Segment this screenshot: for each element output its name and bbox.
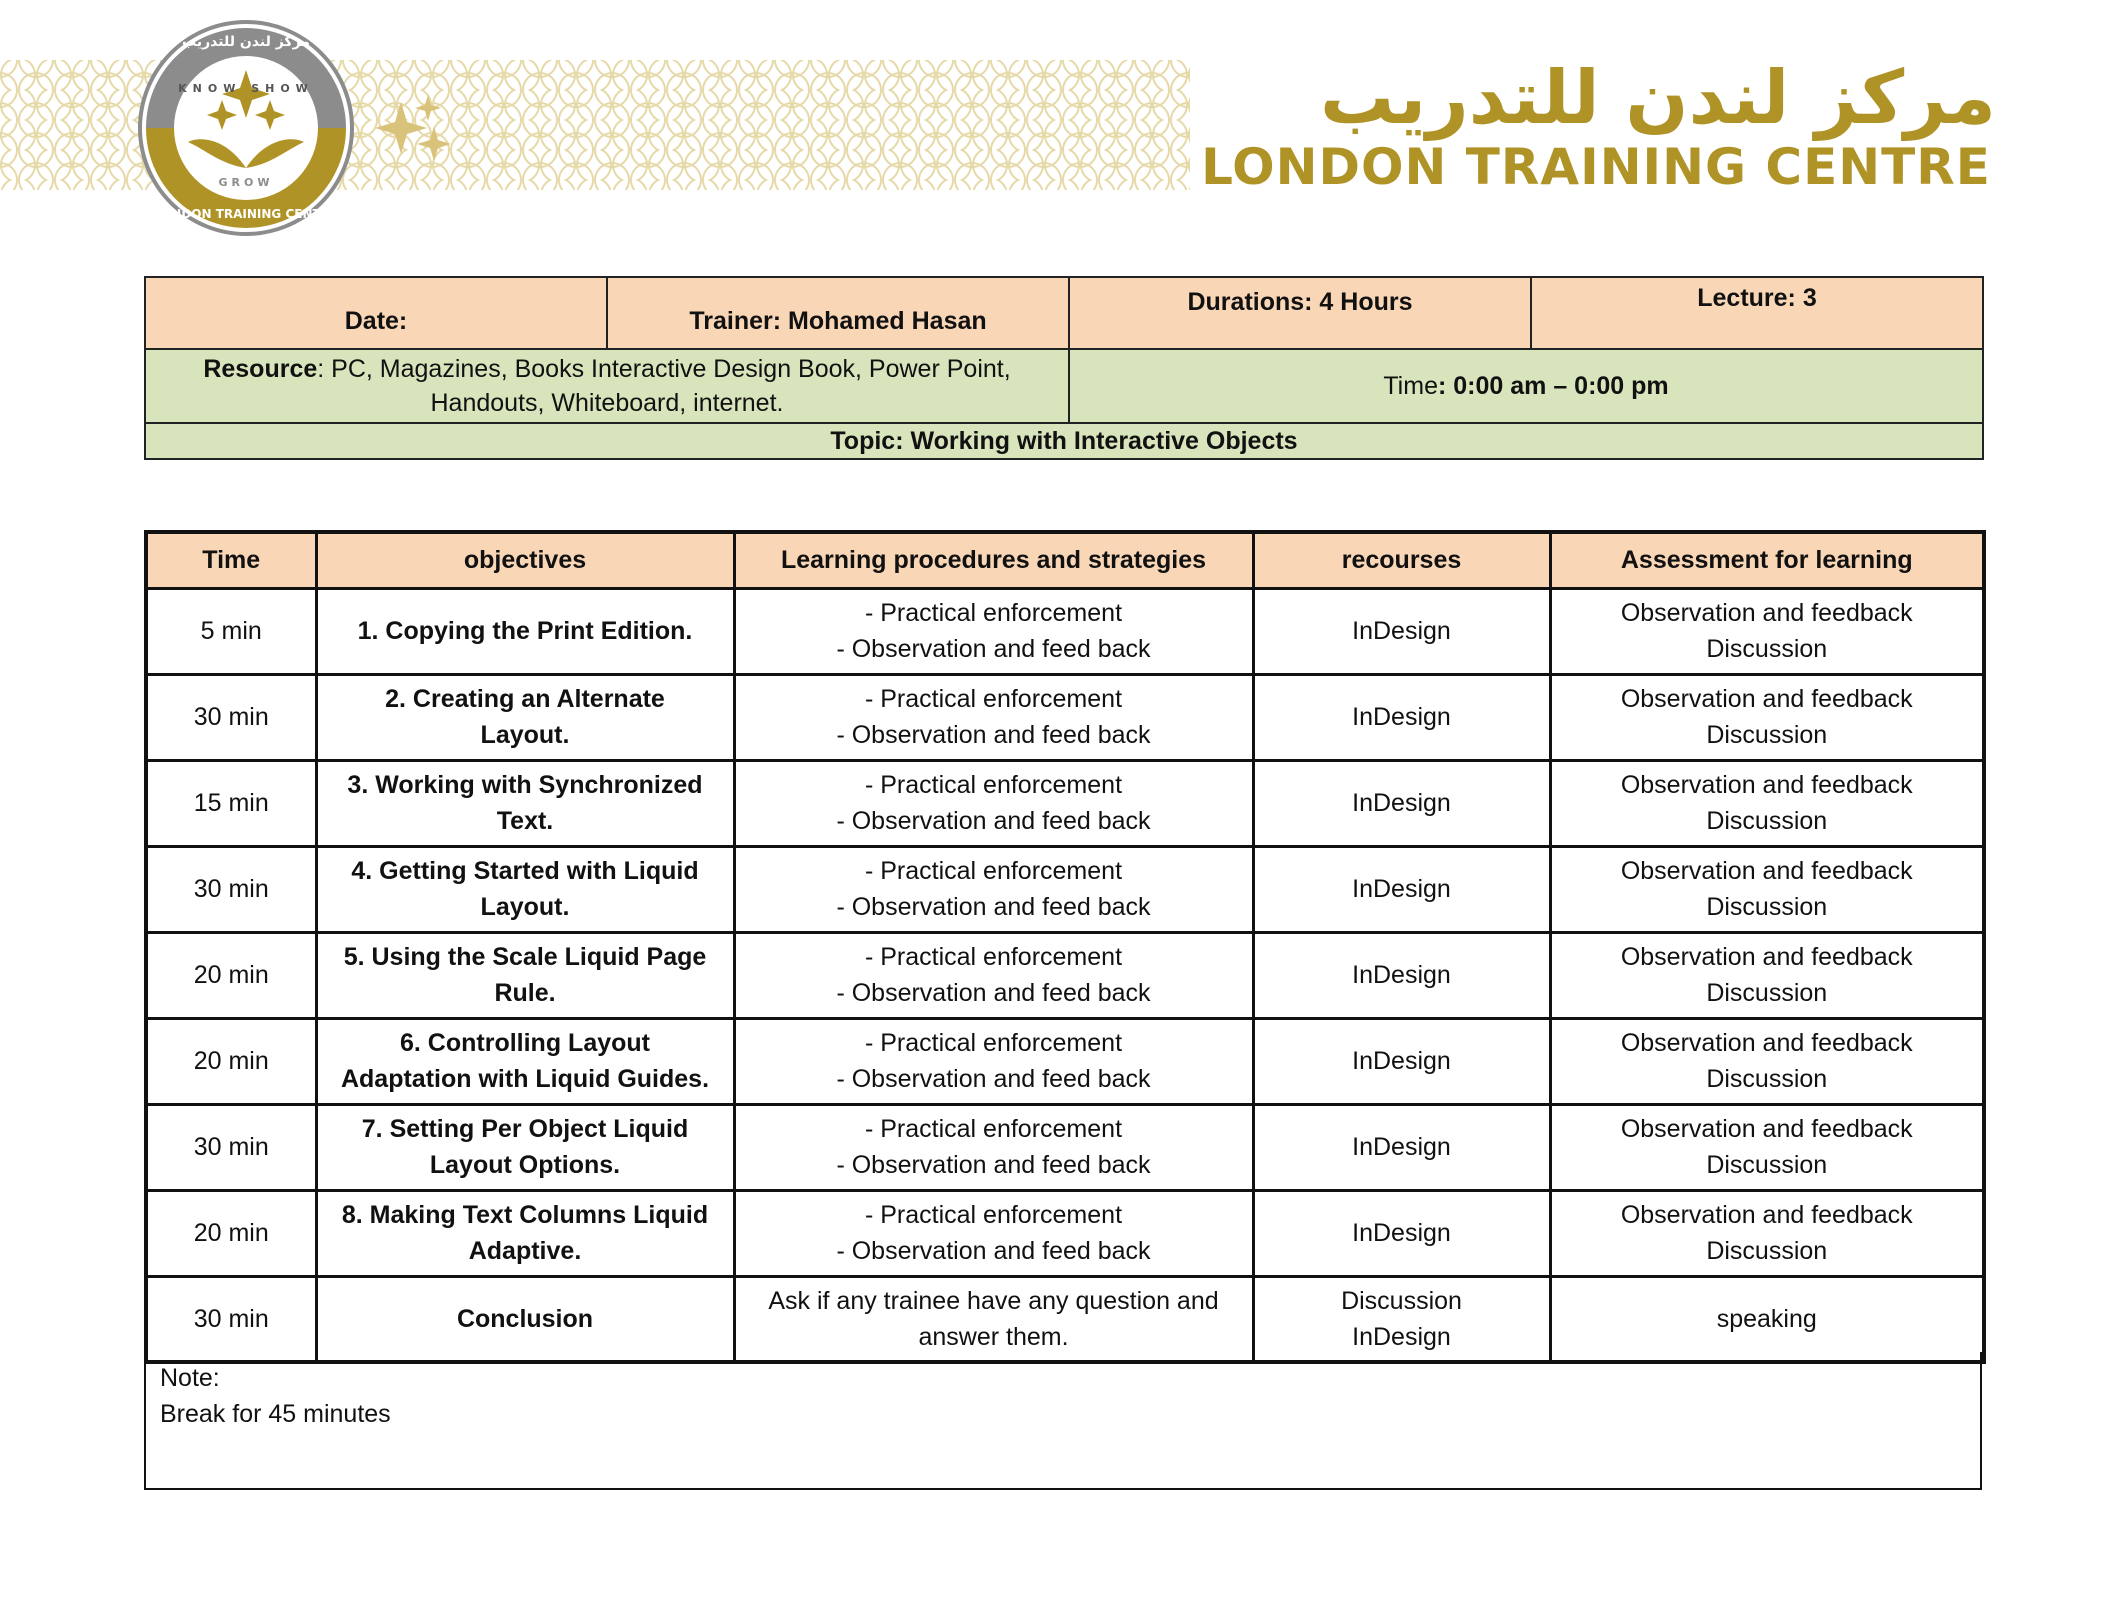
table-row	[146, 1104, 1984, 1190]
header-procedures: Learning procedures and strategies	[734, 532, 1253, 588]
procedures-cell-line: - Practical enforcement	[864, 771, 1123, 799]
assessment-cell-line: Discussion	[1706, 1151, 1828, 1179]
time-cell: 20 min	[146, 1018, 316, 1104]
assessment-cell-line: Observation and feedback	[1620, 685, 1913, 713]
procedures-cell-line: - Observation and feed back	[836, 1151, 1151, 1179]
assessment-cell-line: Observation and feedback	[1620, 1029, 1913, 1057]
procedures-cell	[734, 1104, 1253, 1190]
brand-english: LONDON TRAINING CENTRE	[1201, 138, 1991, 196]
assessment-cell	[1550, 760, 1984, 846]
assessment-cell-line: Observation and feedback	[1620, 857, 1913, 885]
procedures-cell-line: Ask if any trainee have any question and	[768, 1286, 1219, 1315]
assessment-cell	[1550, 932, 1984, 1018]
assessment-cell-line: Observation and feedback	[1620, 1115, 1913, 1143]
procedures-cell-line: - Practical enforcement	[864, 599, 1123, 627]
procedures-cell	[734, 846, 1253, 932]
resources-cell	[1253, 1190, 1550, 1276]
assessment-cell-line: Observation and feedback	[1620, 599, 1913, 627]
header-resources: recourses	[1253, 532, 1550, 588]
plan-body	[146, 588, 1984, 1362]
objective-cell-line: 5. Using the Scale Liquid Page	[343, 943, 707, 971]
objective-cell-line: Adaptation with Liquid Guides.	[340, 1065, 710, 1093]
assessment-cell	[1550, 846, 1984, 932]
resources-cell	[1253, 588, 1550, 674]
procedures-cell	[734, 1018, 1253, 1104]
resources-cell	[1253, 932, 1550, 1018]
assessment-cell-line: Discussion	[1706, 635, 1828, 663]
time-value: : 0:00 am – 0:00 pm	[1437, 371, 1669, 400]
resources-cell-line: InDesign	[1352, 1322, 1451, 1351]
resources-cell-line: InDesign	[1352, 875, 1451, 903]
resource-sep: :	[317, 355, 332, 383]
objective-cell-line: Text.	[496, 807, 554, 835]
time-cell: 30 min	[146, 1276, 316, 1362]
procedures-cell-line: - Observation and feed back	[836, 807, 1151, 835]
resource-value-2: Handouts, Whiteboard, internet.	[430, 389, 784, 417]
logo-ring-middle: GROW	[218, 176, 274, 189]
procedures-cell-line: - Practical enforcement	[864, 1029, 1123, 1057]
note-label: Note:	[160, 1364, 220, 1392]
resources-cell-line: Discussion	[1341, 1286, 1462, 1315]
assessment-cell	[1550, 588, 1984, 674]
procedures-cell	[734, 588, 1253, 674]
procedures-cell-line: - Observation and feed back	[836, 1237, 1151, 1265]
assessment-cell-line: Discussion	[1706, 893, 1828, 921]
time-label: Time	[1383, 371, 1438, 400]
table-row	[146, 932, 1984, 1018]
assessment-cell	[1550, 1104, 1984, 1190]
resources-cell-line: InDesign	[1352, 961, 1451, 989]
procedures-cell-line: answer them.	[918, 1322, 1069, 1351]
assessment-cell-line: Discussion	[1706, 1065, 1828, 1093]
plan-header-row	[146, 532, 1984, 588]
objective-cell	[316, 588, 734, 674]
resources-cell-line: InDesign	[1352, 1219, 1451, 1247]
resources-cell-line: InDesign	[1352, 1133, 1451, 1161]
objective-cell-line: 8. Making Text Columns Liquid	[341, 1201, 709, 1229]
header-time: Time	[146, 532, 316, 588]
objective-cell-line: Rule.	[494, 979, 556, 1007]
assessment-cell	[1550, 674, 1984, 760]
note-box	[144, 1352, 1982, 1490]
logo-ring-bottom: LONDON TRAINING CENTRE	[153, 207, 339, 221]
objective-cell	[316, 1190, 734, 1276]
procedures-cell-line: - Practical enforcement	[864, 1201, 1123, 1229]
assessment-cell	[1550, 1018, 1984, 1104]
trainer-cell: Trainer: Mohamed Hasan	[607, 277, 1069, 349]
objective-cell	[316, 1018, 734, 1104]
lecture-cell: Lecture: 3	[1531, 277, 1983, 349]
objective-cell-line: 6. Controlling Layout	[400, 1029, 650, 1057]
objective-cell-line: Layout Options.	[429, 1151, 621, 1179]
objective-cell-line: Layout.	[480, 721, 570, 749]
objective-cell	[316, 674, 734, 760]
header-assessment: Assessment for learning	[1550, 532, 1984, 588]
assessment-cell	[1550, 1276, 1984, 1362]
assessment-cell-line: Discussion	[1706, 721, 1828, 749]
procedures-cell	[734, 932, 1253, 1018]
objective-cell-line: Adaptive.	[468, 1237, 582, 1265]
date-cell: Date:	[145, 277, 607, 349]
objective-cell	[316, 1104, 734, 1190]
procedures-cell-line: - Observation and feed back	[836, 893, 1151, 921]
procedures-cell-line: - Observation and feed back	[836, 721, 1151, 749]
procedures-cell	[734, 1276, 1253, 1362]
procedures-cell-line: - Observation and feed back	[836, 979, 1151, 1007]
table-row	[146, 1276, 1984, 1362]
procedures-cell	[734, 760, 1253, 846]
objective-cell	[316, 1276, 734, 1362]
assessment-cell-line: Observation and feedback	[1620, 771, 1913, 799]
table-row	[146, 588, 1984, 674]
header-objectives: objectives	[316, 532, 734, 588]
resources-cell-line: InDesign	[1352, 1047, 1451, 1075]
note-text: Break for 45 minutes	[160, 1400, 391, 1428]
objective-cell	[316, 846, 734, 932]
procedures-cell	[734, 1190, 1253, 1276]
assessment-cell-line: Discussion	[1706, 979, 1828, 1007]
logo-ring-top: KNOW SHOW	[178, 82, 314, 95]
time-cell: 30 min	[146, 1104, 316, 1190]
objective-cell-line: 2. Creating an Alternate	[385, 685, 665, 713]
resource-label: Resource	[203, 355, 318, 383]
table-row	[146, 1190, 1984, 1276]
resources-cell-line: InDesign	[1352, 617, 1451, 645]
assessment-cell	[1550, 1190, 1984, 1276]
resources-cell	[1253, 1018, 1550, 1104]
objective-cell-line: 1. Copying the Print Edition.	[357, 617, 693, 645]
procedures-cell-line: - Practical enforcement	[864, 857, 1123, 885]
objective-cell	[316, 760, 734, 846]
resource-cell	[145, 349, 1069, 423]
procedures-cell-line: - Practical enforcement	[864, 943, 1123, 971]
objective-cell-line: 3. Working with Synchronized	[347, 771, 703, 799]
objective-cell-line: Layout.	[480, 893, 570, 921]
procedures-cell-line: - Observation and feed back	[836, 1065, 1151, 1093]
logo-ring-arabic: مركز لندن للتدريب	[182, 34, 310, 50]
table-row	[146, 846, 1984, 932]
table-row	[146, 1018, 1984, 1104]
procedures-cell	[734, 674, 1253, 760]
time-cell: 5 min	[146, 588, 316, 674]
resources-cell	[1253, 1276, 1550, 1362]
table-row	[146, 760, 1984, 846]
lesson-plan-table	[144, 530, 1986, 1364]
resource-value-1: PC, Magazines, Books Interactive Design Book, Power Point,	[331, 355, 1011, 383]
resources-cell	[1253, 1104, 1550, 1190]
objective-cell-line: Conclusion	[456, 1304, 594, 1333]
procedures-cell-line: - Practical enforcement	[864, 685, 1123, 713]
logo-badge	[136, 18, 356, 238]
resources-cell-line: InDesign	[1352, 789, 1451, 817]
objective-cell-line: 4. Getting Started with Liquid	[351, 857, 699, 885]
assessment-cell-line: Observation and feedback	[1620, 1201, 1913, 1229]
objective-cell-line: 7. Setting Per Object Liquid	[361, 1115, 689, 1143]
time-cell: 30 min	[146, 846, 316, 932]
brand-arabic: مركز لندن للتدريب	[1319, 55, 1996, 141]
resources-cell	[1253, 674, 1550, 760]
assessment-cell-line: speaking	[1716, 1304, 1817, 1333]
assessment-cell-line: Discussion	[1706, 807, 1828, 835]
duration-cell: Durations: 4 Hours	[1069, 277, 1531, 349]
assessment-cell-line: Observation and feedback	[1620, 943, 1913, 971]
table-row	[146, 674, 1984, 760]
procedures-cell-line: - Practical enforcement	[864, 1115, 1123, 1143]
resources-cell-line: InDesign	[1352, 703, 1451, 731]
time-cell	[1069, 349, 1983, 423]
assessment-cell-line: Discussion	[1706, 1237, 1828, 1265]
resources-cell	[1253, 846, 1550, 932]
time-cell: 20 min	[146, 932, 316, 1018]
time-cell: 30 min	[146, 674, 316, 760]
resources-cell	[1253, 760, 1550, 846]
time-cell: 15 min	[146, 760, 316, 846]
lesson-info-table	[144, 276, 1984, 460]
objective-cell	[316, 932, 734, 1018]
procedures-cell-line: - Observation and feed back	[836, 635, 1151, 663]
brand-wordmark	[1196, 55, 1996, 196]
time-cell: 20 min	[146, 1190, 316, 1276]
topic-cell: Topic: Working with Interactive Objects	[145, 423, 1983, 459]
